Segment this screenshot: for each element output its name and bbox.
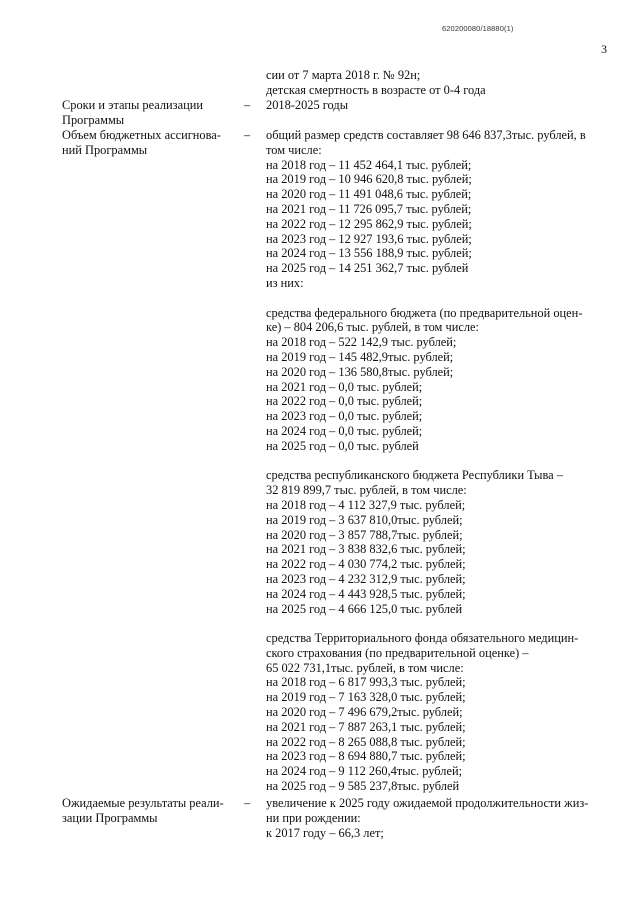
text-line: детская смертность в возрасте от 0-4 года [266, 82, 486, 97]
text-line: на 2025 год – 14 251 362,7 тыс. рублей [266, 261, 469, 276]
text-line: на 2019 год – 3 637 810,0тыс. рублей; [266, 512, 463, 527]
label-line: Сроки и этапы реализации [62, 98, 203, 112]
text-line: на 2022 год – 12 295 862,9 тыс. рублей; [266, 216, 472, 231]
text-line: на 2023 год – 4 232 312,9 тыс. рублей; [266, 571, 466, 586]
terms-label [62, 98, 234, 128]
text-line: на 2021 год – 3 838 832,6 тыс. рублей; [266, 542, 466, 557]
text-line: средства Территориального фонда обязательного медицин- [266, 631, 579, 646]
text-line: на 2025 год – 0,0 тыс. рублей [266, 438, 419, 453]
text-line: на 2019 год – 145 482,9тыс. рублей; [266, 349, 454, 364]
budget-intro [266, 128, 606, 291]
label-line: Программы [62, 112, 125, 127]
text-line: на 2020 год – 7 496 679,2тыс. рублей; [266, 705, 463, 720]
text-line: на 2023 год – 0,0 тыс. рублей; [266, 409, 423, 424]
text-line: средства республиканского бюджета Республики Тыва – [266, 468, 563, 483]
text-line: ке) – 804 206,6 тыс. рублей, в том числе: [266, 320, 479, 335]
terms-value [266, 98, 606, 113]
oms-fund-budget [266, 631, 606, 794]
text-line: на 2023 год – 8 694 880,7 тыс. рублей; [266, 749, 466, 764]
text-line: на 2018 год – 11 452 464,1 тыс. рублей; [266, 157, 472, 172]
text-line: 65 022 731,1тыс. рублей, в том числе: [266, 660, 464, 675]
text-line: на 2022 год – 0,0 тыс. рублей; [266, 394, 423, 409]
text-line: ни при рождении: [266, 810, 361, 825]
text-line: на 2018 год – 522 142,9 тыс. рублей; [266, 335, 457, 350]
page-number: 3 [601, 42, 607, 56]
text-line: на 2020 год – 3 857 788,7тыс. рублей; [266, 527, 463, 542]
text-line: на 2024 год – 4 443 928,5 тыс. рублей; [266, 586, 466, 601]
label-line: зации Программы [62, 810, 158, 825]
continuation-text [266, 68, 606, 98]
budget-label [62, 128, 234, 158]
terms-dash: – [244, 98, 251, 112]
text-line: на 2019 год – 10 946 620,8 тыс. рублей; [266, 172, 472, 187]
text-line: на 2018 год – 4 112 327,9 тыс. рублей; [266, 497, 466, 512]
results-dash: – [244, 796, 251, 810]
text-line: увеличение к 2025 году ожидаемой продолжительности жиз- [266, 796, 589, 810]
label-line: ний Программы [62, 142, 148, 157]
text-line: на 2021 год – 7 887 263,1 тыс. рублей; [266, 719, 466, 734]
text-line: на 2024 год – 9 112 260,4тыс. рублей; [266, 764, 463, 779]
text-line: на 2019 год – 7 163 328,0 тыс. рублей; [266, 690, 466, 705]
text-line: на 2025 год – 9 585 237,8тыс. рублей [266, 779, 460, 794]
text-line: 2018-2025 годы [266, 98, 349, 112]
text-line: на 2025 год – 4 666 125,0 тыс. рублей [266, 601, 463, 616]
text-line: на 2021 год – 11 726 095,7 тыс. рублей; [266, 201, 472, 216]
budget-value [266, 128, 606, 794]
label-line: Объем бюджетных ассигнова- [62, 128, 221, 142]
text-line: на 2018 год – 6 817 993,3 тыс. рублей; [266, 675, 466, 690]
text-line: на 2021 год – 0,0 тыс. рублей; [266, 379, 423, 394]
text-line: сии от 7 марта 2018 г. № 92н; [266, 68, 421, 82]
text-line: на 2020 год – 11 491 048,6 тыс. рублей; [266, 187, 472, 202]
text-line: 32 819 899,7 тыс. рублей, в том числе: [266, 483, 467, 498]
document-id: 620200080/18880(1) [442, 24, 514, 33]
text-line: на 2022 год – 8 265 088,8 тыс. рублей; [266, 734, 466, 749]
text-line: к 2017 году – 66,3 лет; [266, 825, 384, 840]
text-line: на 2023 год – 12 927 193,6 тыс. рублей; [266, 231, 472, 246]
text-line: средства федерального бюджета (по предварительной оцен- [266, 305, 583, 320]
text-line: на 2024 год – 0,0 тыс. рублей; [266, 423, 423, 438]
text-line: на 2022 год – 4 030 774,2 тыс. рублей; [266, 557, 466, 572]
text-line: том числе: [266, 142, 322, 157]
results-value [266, 796, 606, 840]
republic-budget [266, 468, 606, 616]
text-line: на 2024 год – 13 556 188,9 тыс. рублей; [266, 246, 472, 261]
results-label [62, 796, 234, 826]
text-line: общий размер средств составляет 98 646 837,3тыс. рублей, в [266, 128, 586, 142]
text-line: из них: [266, 275, 304, 290]
federal-budget [266, 306, 606, 454]
text-line: на 2020 год – 136 580,8тыс. рублей; [266, 364, 454, 379]
text-line: ского страхования (по предварительной оценке) – [266, 645, 529, 660]
label-line: Ожидаемые результаты реали- [62, 796, 224, 810]
budget-dash: – [244, 128, 251, 142]
